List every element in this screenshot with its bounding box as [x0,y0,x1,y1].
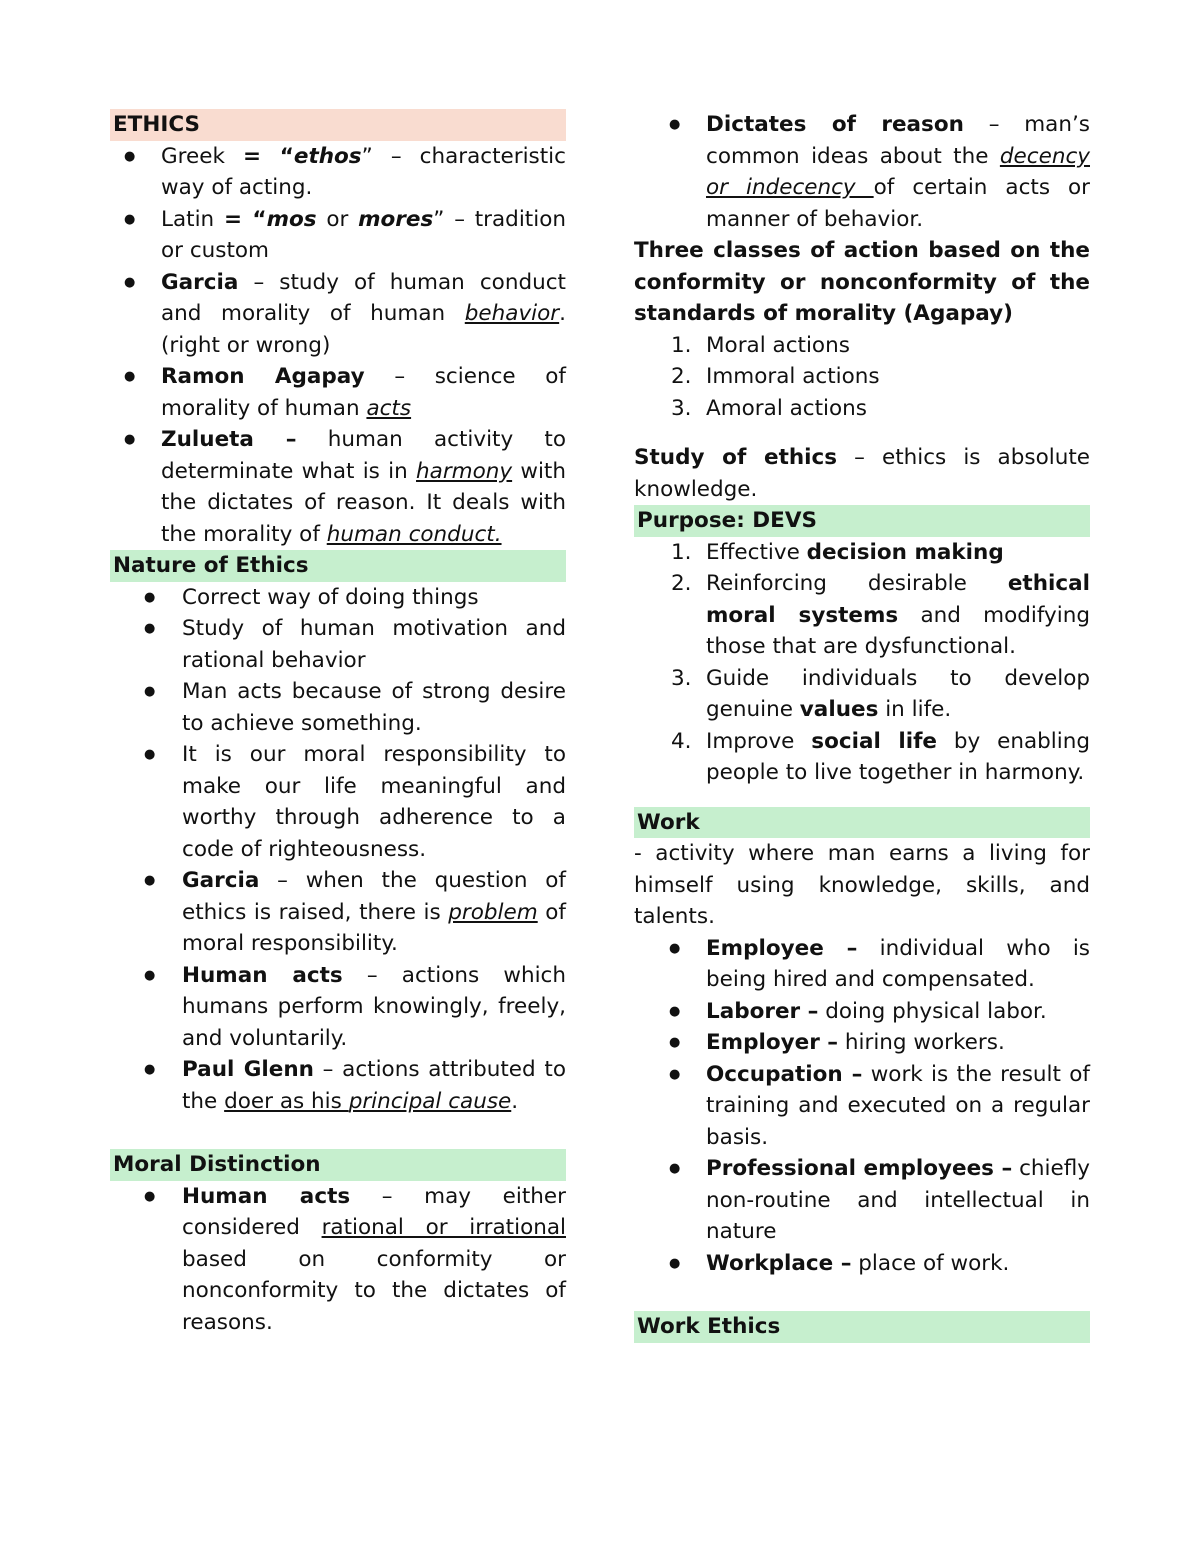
list-item: ● Garcia – when the question of ethics is raised, there is problem of moral responsibility. [110,865,566,960]
purpose-heading: Purpose: DEVS [634,505,1090,537]
action-classes-list [634,330,1090,425]
list-item: ● Paul Glenn – actions attributed to the doer as his principal cause. [110,1054,566,1117]
list-item: ● Workplace – place of work. [634,1248,1090,1280]
ethics-heading: ETHICS [110,109,566,141]
list-item: ● Laborer – doing physical labor. [634,996,1090,1028]
spacer [634,424,1090,442]
list-item: 4. Improve social life by enabling people to live together in harmony. [671,728,1090,785]
list-item: ● Employer – hiring workers. [634,1027,1090,1059]
three-classes-heading: Three classes of action based on the conformity or nonconformity of the standards of morality (Agapay) [634,238,1090,326]
list-item: ● Study of human motivation and rational behavior [110,613,566,676]
list-item: ● Correct way of doing things [110,582,566,614]
spacer [110,1117,566,1149]
list-item: 1. Moral actions [671,332,850,358]
moral-distinction-list [110,1181,566,1339]
spacer [634,789,1090,807]
spacer [634,1279,1090,1311]
left-column [110,109,566,1338]
list-item: ● Ramon Agapay – science of morality of human acts [110,361,566,424]
work-terms-list [634,933,1090,1280]
list-item: 3. Guide individuals to develop genuine values in life. [671,665,1090,722]
ethics-definitions-list [110,141,566,551]
list-item: 2. Immoral actions [671,364,880,389]
list-item: ● Garcia – study of human conduct and morality of human behavior. (right or wrong) [110,267,566,362]
list-item: 3. Amoral actions [671,395,868,421]
dictates-list [634,109,1090,235]
work-heading: Work [634,807,1090,839]
list-item: 1. Effective decision making [671,539,1004,565]
purpose-list [634,537,1090,789]
moral-distinction-heading: Moral Distinction [110,1149,566,1181]
list-item: ● Latin = “mos or mores” – tradition or custom [110,204,566,267]
list-item: ● Greek = “ethos” – characteristic way of acting. [110,141,566,204]
work-ethics-heading: Work Ethics [634,1311,1090,1343]
list-item: ● Man acts because of strong desire to achieve something. [110,676,566,739]
nature-of-ethics-list [110,582,566,1118]
work-definition: - activity where man earns a living for himself using knowledge, skills, and talents. [634,841,1090,929]
list-item: ● Professional employees – chiefly non-routine and intellectual in nature [634,1153,1090,1248]
list-item: ● Occupation – work is the result of training and executed on a regular basis. [634,1059,1090,1154]
right-column [634,109,1090,1343]
list-item: ● Zulueta – human activity to determinate what is in harmony with the dictates of reason. It deals with the morality of human conduct. [110,424,566,550]
list-item: 2. Reinforcing desirable ethical moral systems and modifying those that are dysfunctional. [671,571,1091,659]
study-of-ethics: Study of ethics – ethics is absolute knowledge. [634,445,1090,502]
nature-of-ethics-heading: Nature of Ethics [110,550,566,582]
list-item: ● Human acts – may either considered rational or irrational based on conformity or nonconformity to the dictates of reasons. [110,1181,566,1339]
list-item: ● Dictates of reason – man’s common ideas about the decency or indecency of certain acts or manner of behavior. [634,109,1090,235]
list-item: ● Human acts – actions which humans perform knowingly, freely, and voluntarily. [110,960,566,1055]
list-item: ● Employee – individual who is being hired and compensated. [634,933,1090,996]
list-item: ● It is our moral responsibility to make our life meaningful and worthy through adherence to a code of righteousness. [110,739,566,865]
